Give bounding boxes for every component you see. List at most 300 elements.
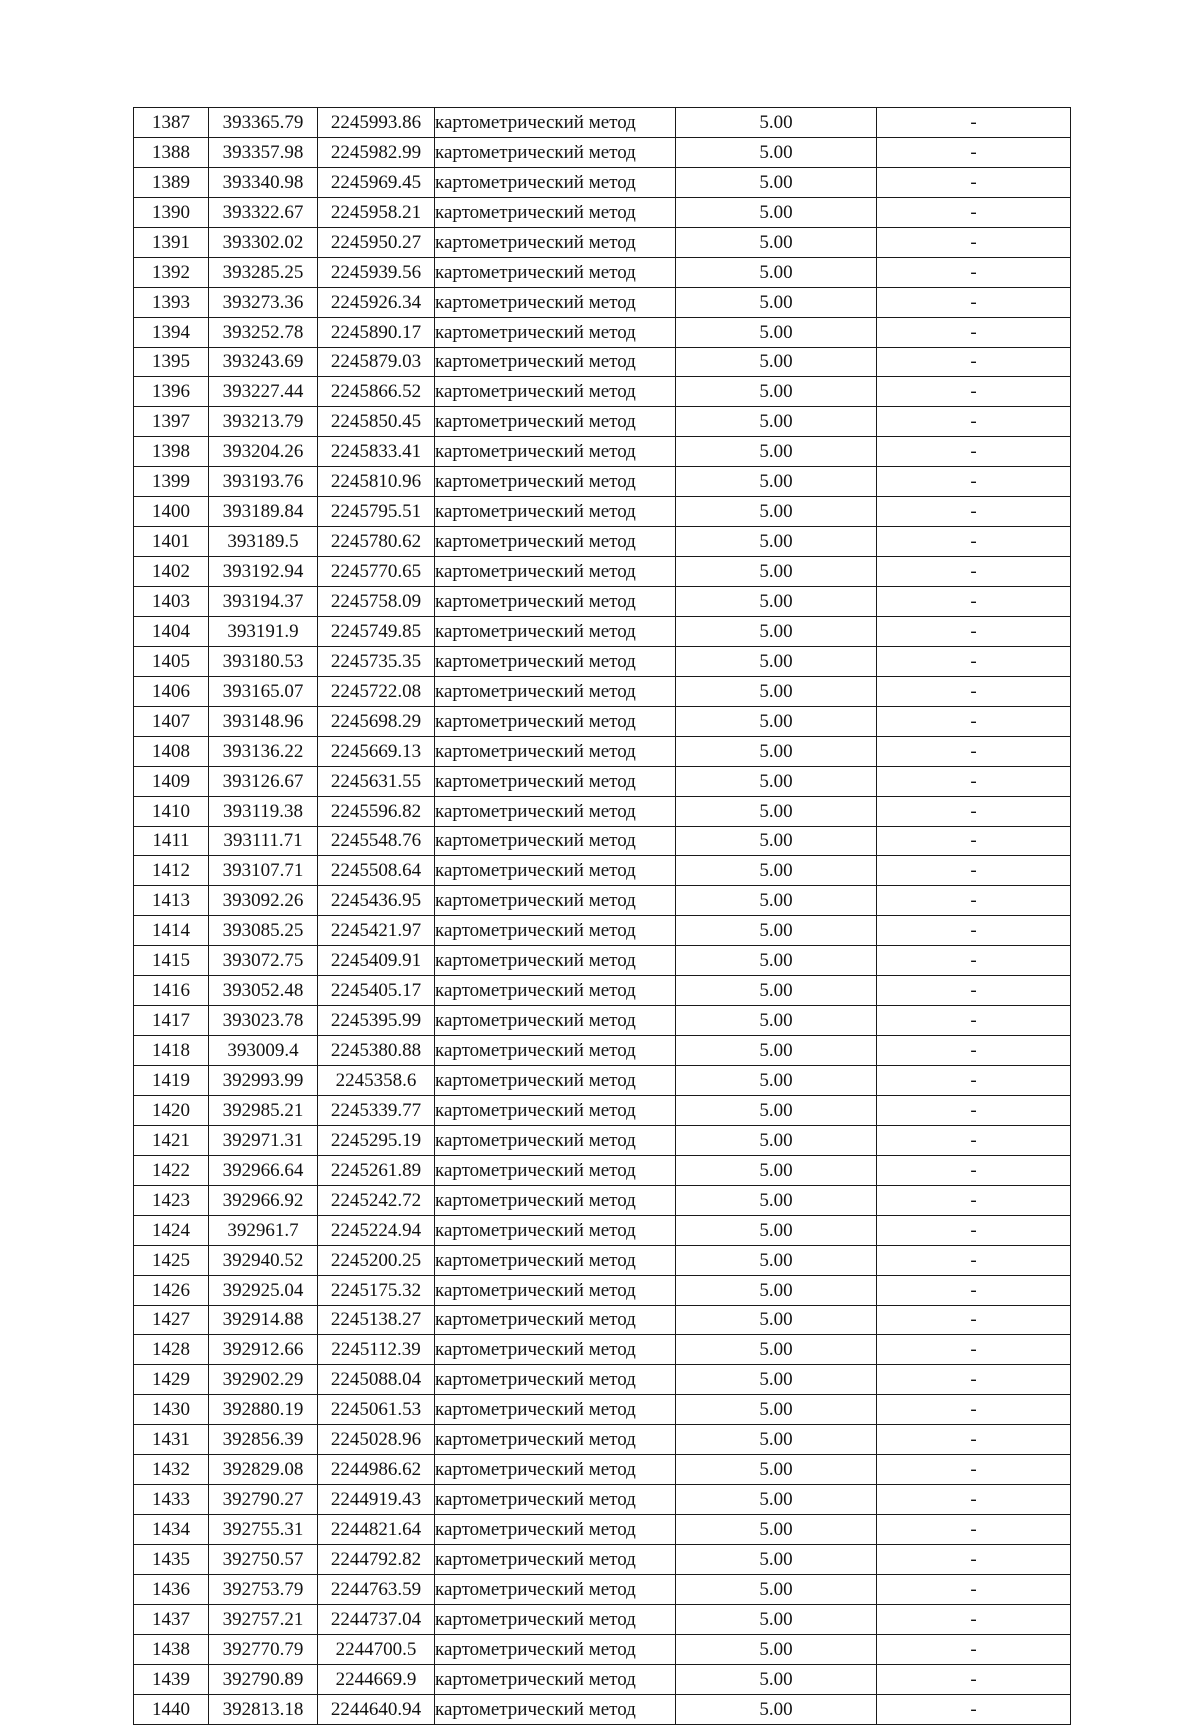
accuracy-cell: 5.00 bbox=[676, 407, 877, 437]
y-coordinate-cell: 2244737.04 bbox=[318, 1604, 435, 1634]
y-coordinate-cell: 2244919.43 bbox=[318, 1485, 435, 1515]
point-number-cell: 1416 bbox=[134, 976, 209, 1006]
description-cell: - bbox=[877, 1245, 1071, 1275]
table-row bbox=[134, 497, 1071, 527]
x-coordinate-cell: 393111.71 bbox=[209, 826, 318, 856]
table-row bbox=[134, 1604, 1071, 1634]
description-cell: - bbox=[877, 527, 1071, 557]
accuracy-cell: 5.00 bbox=[676, 437, 877, 467]
y-coordinate-cell: 2245421.97 bbox=[318, 916, 435, 946]
description-cell: - bbox=[877, 497, 1071, 527]
table-row bbox=[134, 557, 1071, 587]
description-cell: - bbox=[877, 1275, 1071, 1305]
y-coordinate-cell: 2245061.53 bbox=[318, 1395, 435, 1425]
accuracy-cell: 5.00 bbox=[676, 826, 877, 856]
method-cell: картометрический метод bbox=[435, 886, 676, 916]
method-cell: картометрический метод bbox=[435, 347, 676, 377]
point-number-cell: 1430 bbox=[134, 1395, 209, 1425]
accuracy-cell: 5.00 bbox=[676, 527, 877, 557]
table-row bbox=[134, 706, 1071, 736]
point-number-cell: 1395 bbox=[134, 347, 209, 377]
table-row bbox=[134, 1335, 1071, 1365]
y-coordinate-cell: 2245200.25 bbox=[318, 1245, 435, 1275]
accuracy-cell: 5.00 bbox=[676, 736, 877, 766]
point-number-cell: 1396 bbox=[134, 377, 209, 407]
table-row bbox=[134, 1095, 1071, 1125]
method-cell: картометрический метод bbox=[435, 1425, 676, 1455]
method-cell: картометрический метод bbox=[435, 1036, 676, 1066]
description-cell: - bbox=[877, 587, 1071, 617]
x-coordinate-cell: 393052.48 bbox=[209, 976, 318, 1006]
y-coordinate-cell: 2245436.95 bbox=[318, 886, 435, 916]
table-row bbox=[134, 1245, 1071, 1275]
point-number-cell: 1439 bbox=[134, 1664, 209, 1694]
method-cell: картометрический метод bbox=[435, 796, 676, 826]
table-row bbox=[134, 377, 1071, 407]
accuracy-cell: 5.00 bbox=[676, 1185, 877, 1215]
method-cell: картометрический метод bbox=[435, 167, 676, 197]
table-row bbox=[134, 1275, 1071, 1305]
y-coordinate-cell: 2245780.62 bbox=[318, 527, 435, 557]
method-cell: картометрический метод bbox=[435, 646, 676, 676]
accuracy-cell: 5.00 bbox=[676, 1455, 877, 1485]
y-coordinate-cell: 2245795.51 bbox=[318, 497, 435, 527]
method-cell: картометрический метод bbox=[435, 1185, 676, 1215]
method-cell: картометрический метод bbox=[435, 946, 676, 976]
y-coordinate-cell: 2245770.65 bbox=[318, 557, 435, 587]
x-coordinate-cell: 392966.92 bbox=[209, 1185, 318, 1215]
y-coordinate-cell: 2245890.17 bbox=[318, 317, 435, 347]
accuracy-cell: 5.00 bbox=[676, 616, 877, 646]
table-row bbox=[134, 1305, 1071, 1335]
x-coordinate-cell: 393148.96 bbox=[209, 706, 318, 736]
description-cell: - bbox=[877, 796, 1071, 826]
description-cell: - bbox=[877, 317, 1071, 347]
point-number-cell: 1434 bbox=[134, 1515, 209, 1545]
y-coordinate-cell: 2245982.99 bbox=[318, 137, 435, 167]
x-coordinate-cell: 393273.36 bbox=[209, 287, 318, 317]
y-coordinate-cell: 2245596.82 bbox=[318, 796, 435, 826]
table-row bbox=[134, 1425, 1071, 1455]
description-cell: - bbox=[877, 557, 1071, 587]
method-cell: картометрический метод bbox=[435, 1604, 676, 1634]
table-row bbox=[134, 527, 1071, 557]
method-cell: картометрический метод bbox=[435, 1485, 676, 1515]
accuracy-cell: 5.00 bbox=[676, 1574, 877, 1604]
x-coordinate-cell: 392971.31 bbox=[209, 1125, 318, 1155]
description-cell: - bbox=[877, 976, 1071, 1006]
point-number-cell: 1387 bbox=[134, 108, 209, 138]
x-coordinate-cell: 392770.79 bbox=[209, 1634, 318, 1664]
table-row bbox=[134, 976, 1071, 1006]
point-number-cell: 1403 bbox=[134, 587, 209, 617]
table-row bbox=[134, 916, 1071, 946]
accuracy-cell: 5.00 bbox=[676, 557, 877, 587]
point-number-cell: 1417 bbox=[134, 1006, 209, 1036]
y-coordinate-cell: 2245295.19 bbox=[318, 1125, 435, 1155]
table-row bbox=[134, 1515, 1071, 1545]
description-cell: - bbox=[877, 227, 1071, 257]
accuracy-cell: 5.00 bbox=[676, 377, 877, 407]
point-number-cell: 1425 bbox=[134, 1245, 209, 1275]
method-cell: картометрический метод bbox=[435, 108, 676, 138]
description-cell: - bbox=[877, 1125, 1071, 1155]
point-number-cell: 1415 bbox=[134, 946, 209, 976]
x-coordinate-cell: 393340.98 bbox=[209, 167, 318, 197]
accuracy-cell: 5.00 bbox=[676, 1425, 877, 1455]
method-cell: картометрический метод bbox=[435, 1245, 676, 1275]
x-coordinate-cell: 392993.99 bbox=[209, 1066, 318, 1096]
accuracy-cell: 5.00 bbox=[676, 976, 877, 1006]
accuracy-cell: 5.00 bbox=[676, 1036, 877, 1066]
method-cell: картометрический метод bbox=[435, 137, 676, 167]
y-coordinate-cell: 2245958.21 bbox=[318, 197, 435, 227]
accuracy-cell: 5.00 bbox=[676, 197, 877, 227]
method-cell: картометрический метод bbox=[435, 1395, 676, 1425]
accuracy-cell: 5.00 bbox=[676, 1664, 877, 1694]
x-coordinate-cell: 392902.29 bbox=[209, 1365, 318, 1395]
y-coordinate-cell: 2245112.39 bbox=[318, 1335, 435, 1365]
description-cell: - bbox=[877, 1634, 1071, 1664]
description-cell: - bbox=[877, 1515, 1071, 1545]
point-number-cell: 1406 bbox=[134, 676, 209, 706]
y-coordinate-cell: 2244700.5 bbox=[318, 1634, 435, 1664]
table-row bbox=[134, 257, 1071, 287]
y-coordinate-cell: 2245735.35 bbox=[318, 646, 435, 676]
method-cell: картометрический метод bbox=[435, 197, 676, 227]
table-row bbox=[134, 1395, 1071, 1425]
description-cell: - bbox=[877, 1185, 1071, 1215]
table-row bbox=[134, 1455, 1071, 1485]
y-coordinate-cell: 2245631.55 bbox=[318, 766, 435, 796]
point-number-cell: 1440 bbox=[134, 1694, 209, 1724]
table-row bbox=[134, 1574, 1071, 1604]
description-cell: - bbox=[877, 1694, 1071, 1724]
y-coordinate-cell: 2245939.56 bbox=[318, 257, 435, 287]
point-number-cell: 1410 bbox=[134, 796, 209, 826]
method-cell: картометрический метод bbox=[435, 676, 676, 706]
accuracy-cell: 5.00 bbox=[676, 1335, 877, 1365]
x-coordinate-cell: 393126.67 bbox=[209, 766, 318, 796]
point-number-cell: 1424 bbox=[134, 1215, 209, 1245]
point-number-cell: 1398 bbox=[134, 437, 209, 467]
table-row bbox=[134, 317, 1071, 347]
point-number-cell: 1404 bbox=[134, 616, 209, 646]
point-number-cell: 1400 bbox=[134, 497, 209, 527]
accuracy-cell: 5.00 bbox=[676, 1634, 877, 1664]
point-number-cell: 1412 bbox=[134, 856, 209, 886]
method-cell: картометрический метод bbox=[435, 1545, 676, 1575]
y-coordinate-cell: 2245758.09 bbox=[318, 587, 435, 617]
method-cell: картометрический метод bbox=[435, 856, 676, 886]
table-row bbox=[134, 1545, 1071, 1575]
description-cell: - bbox=[877, 1425, 1071, 1455]
accuracy-cell: 5.00 bbox=[676, 766, 877, 796]
point-number-cell: 1438 bbox=[134, 1634, 209, 1664]
point-number-cell: 1421 bbox=[134, 1125, 209, 1155]
table-row bbox=[134, 1485, 1071, 1515]
coordinates-table-body bbox=[134, 108, 1071, 1725]
coordinates-table bbox=[133, 107, 1071, 1725]
point-number-cell: 1419 bbox=[134, 1066, 209, 1096]
x-coordinate-cell: 393009.4 bbox=[209, 1036, 318, 1066]
description-cell: - bbox=[877, 167, 1071, 197]
method-cell: картометрический метод bbox=[435, 257, 676, 287]
y-coordinate-cell: 2245028.96 bbox=[318, 1425, 435, 1455]
x-coordinate-cell: 393092.26 bbox=[209, 886, 318, 916]
x-coordinate-cell: 393136.22 bbox=[209, 736, 318, 766]
description-cell: - bbox=[877, 1574, 1071, 1604]
x-coordinate-cell: 392790.27 bbox=[209, 1485, 318, 1515]
point-number-cell: 1423 bbox=[134, 1185, 209, 1215]
description-cell: - bbox=[877, 287, 1071, 317]
description-cell: - bbox=[877, 1006, 1071, 1036]
x-coordinate-cell: 392985.21 bbox=[209, 1095, 318, 1125]
accuracy-cell: 5.00 bbox=[676, 167, 877, 197]
point-number-cell: 1428 bbox=[134, 1335, 209, 1365]
y-coordinate-cell: 2244986.62 bbox=[318, 1455, 435, 1485]
method-cell: картометрический метод bbox=[435, 1664, 676, 1694]
description-cell: - bbox=[877, 706, 1071, 736]
x-coordinate-cell: 393193.76 bbox=[209, 467, 318, 497]
point-number-cell: 1389 bbox=[134, 167, 209, 197]
y-coordinate-cell: 2245548.76 bbox=[318, 826, 435, 856]
description-cell: - bbox=[877, 1545, 1071, 1575]
description-cell: - bbox=[877, 1664, 1071, 1694]
point-number-cell: 1433 bbox=[134, 1485, 209, 1515]
x-coordinate-cell: 393204.26 bbox=[209, 437, 318, 467]
accuracy-cell: 5.00 bbox=[676, 1515, 877, 1545]
description-cell: - bbox=[877, 197, 1071, 227]
method-cell: картометрический метод bbox=[435, 766, 676, 796]
accuracy-cell: 5.00 bbox=[676, 108, 877, 138]
y-coordinate-cell: 2245224.94 bbox=[318, 1215, 435, 1245]
accuracy-cell: 5.00 bbox=[676, 1604, 877, 1634]
table-row bbox=[134, 407, 1071, 437]
accuracy-cell: 5.00 bbox=[676, 1245, 877, 1275]
description-cell: - bbox=[877, 1455, 1071, 1485]
x-coordinate-cell: 393119.38 bbox=[209, 796, 318, 826]
description-cell: - bbox=[877, 1066, 1071, 1096]
point-number-cell: 1436 bbox=[134, 1574, 209, 1604]
y-coordinate-cell: 2245866.52 bbox=[318, 377, 435, 407]
method-cell: картометрический метод bbox=[435, 1305, 676, 1335]
method-cell: картометрический метод bbox=[435, 1335, 676, 1365]
method-cell: картометрический метод bbox=[435, 1125, 676, 1155]
point-number-cell: 1401 bbox=[134, 527, 209, 557]
point-number-cell: 1431 bbox=[134, 1425, 209, 1455]
x-coordinate-cell: 393072.75 bbox=[209, 946, 318, 976]
x-coordinate-cell: 392856.39 bbox=[209, 1425, 318, 1455]
point-number-cell: 1432 bbox=[134, 1455, 209, 1485]
x-coordinate-cell: 392829.08 bbox=[209, 1455, 318, 1485]
method-cell: картометрический метод bbox=[435, 407, 676, 437]
point-number-cell: 1435 bbox=[134, 1545, 209, 1575]
table-row bbox=[134, 437, 1071, 467]
x-coordinate-cell: 393192.94 bbox=[209, 557, 318, 587]
accuracy-cell: 5.00 bbox=[676, 1006, 877, 1036]
table-row bbox=[134, 587, 1071, 617]
table-row bbox=[134, 108, 1071, 138]
point-number-cell: 1405 bbox=[134, 646, 209, 676]
description-cell: - bbox=[877, 257, 1071, 287]
x-coordinate-cell: 393085.25 bbox=[209, 916, 318, 946]
y-coordinate-cell: 2245879.03 bbox=[318, 347, 435, 377]
table-row bbox=[134, 646, 1071, 676]
point-number-cell: 1414 bbox=[134, 916, 209, 946]
accuracy-cell: 5.00 bbox=[676, 706, 877, 736]
point-number-cell: 1420 bbox=[134, 1095, 209, 1125]
y-coordinate-cell: 2245993.86 bbox=[318, 108, 435, 138]
y-coordinate-cell: 2245175.32 bbox=[318, 1275, 435, 1305]
x-coordinate-cell: 393285.25 bbox=[209, 257, 318, 287]
description-cell: - bbox=[877, 1485, 1071, 1515]
table-row bbox=[134, 946, 1071, 976]
x-coordinate-cell: 392790.89 bbox=[209, 1664, 318, 1694]
method-cell: картометрический метод bbox=[435, 587, 676, 617]
description-cell: - bbox=[877, 467, 1071, 497]
accuracy-cell: 5.00 bbox=[676, 886, 877, 916]
y-coordinate-cell: 2245669.13 bbox=[318, 736, 435, 766]
accuracy-cell: 5.00 bbox=[676, 287, 877, 317]
description-cell: - bbox=[877, 616, 1071, 646]
accuracy-cell: 5.00 bbox=[676, 1095, 877, 1125]
x-coordinate-cell: 392750.57 bbox=[209, 1545, 318, 1575]
table-row bbox=[134, 1215, 1071, 1245]
method-cell: картометрический метод bbox=[435, 616, 676, 646]
point-number-cell: 1399 bbox=[134, 467, 209, 497]
method-cell: картометрический метод bbox=[435, 437, 676, 467]
point-number-cell: 1429 bbox=[134, 1365, 209, 1395]
accuracy-cell: 5.00 bbox=[676, 1545, 877, 1575]
x-coordinate-cell: 393180.53 bbox=[209, 646, 318, 676]
method-cell: картометрический метод bbox=[435, 1095, 676, 1125]
table-row bbox=[134, 826, 1071, 856]
description-cell: - bbox=[877, 1395, 1071, 1425]
method-cell: картометрический метод bbox=[435, 527, 676, 557]
y-coordinate-cell: 2245810.96 bbox=[318, 467, 435, 497]
y-coordinate-cell: 2245850.45 bbox=[318, 407, 435, 437]
x-coordinate-cell: 393357.98 bbox=[209, 137, 318, 167]
method-cell: картометрический метод bbox=[435, 916, 676, 946]
y-coordinate-cell: 2245749.85 bbox=[318, 616, 435, 646]
method-cell: картометрический метод bbox=[435, 1155, 676, 1185]
table-row bbox=[134, 886, 1071, 916]
accuracy-cell: 5.00 bbox=[676, 1365, 877, 1395]
accuracy-cell: 5.00 bbox=[676, 1215, 877, 1245]
accuracy-cell: 5.00 bbox=[676, 347, 877, 377]
table-row bbox=[134, 1006, 1071, 1036]
x-coordinate-cell: 392912.66 bbox=[209, 1335, 318, 1365]
y-coordinate-cell: 2244763.59 bbox=[318, 1574, 435, 1604]
x-coordinate-cell: 393023.78 bbox=[209, 1006, 318, 1036]
y-coordinate-cell: 2245950.27 bbox=[318, 227, 435, 257]
method-cell: картометрический метод bbox=[435, 1215, 676, 1245]
accuracy-cell: 5.00 bbox=[676, 916, 877, 946]
y-coordinate-cell: 2245508.64 bbox=[318, 856, 435, 886]
table-row bbox=[134, 766, 1071, 796]
point-number-cell: 1411 bbox=[134, 826, 209, 856]
table-row bbox=[134, 1664, 1071, 1694]
accuracy-cell: 5.00 bbox=[676, 1066, 877, 1096]
accuracy-cell: 5.00 bbox=[676, 1155, 877, 1185]
accuracy-cell: 5.00 bbox=[676, 257, 877, 287]
point-number-cell: 1413 bbox=[134, 886, 209, 916]
method-cell: картометрический метод bbox=[435, 497, 676, 527]
table-row bbox=[134, 736, 1071, 766]
y-coordinate-cell: 2244669.9 bbox=[318, 1664, 435, 1694]
method-cell: картометрический метод bbox=[435, 377, 676, 407]
table-row bbox=[134, 676, 1071, 706]
accuracy-cell: 5.00 bbox=[676, 137, 877, 167]
y-coordinate-cell: 2244821.64 bbox=[318, 1515, 435, 1545]
accuracy-cell: 5.00 bbox=[676, 1694, 877, 1724]
method-cell: картометрический метод bbox=[435, 1006, 676, 1036]
description-cell: - bbox=[877, 1365, 1071, 1395]
description-cell: - bbox=[877, 1604, 1071, 1634]
y-coordinate-cell: 2245926.34 bbox=[318, 287, 435, 317]
y-coordinate-cell: 2244792.82 bbox=[318, 1545, 435, 1575]
x-coordinate-cell: 393191.9 bbox=[209, 616, 318, 646]
point-number-cell: 1397 bbox=[134, 407, 209, 437]
description-cell: - bbox=[877, 946, 1071, 976]
y-coordinate-cell: 2245409.91 bbox=[318, 946, 435, 976]
description-cell: - bbox=[877, 1155, 1071, 1185]
description-cell: - bbox=[877, 826, 1071, 856]
description-cell: - bbox=[877, 437, 1071, 467]
x-coordinate-cell: 392757.21 bbox=[209, 1604, 318, 1634]
table-row bbox=[134, 1634, 1071, 1664]
description-cell: - bbox=[877, 856, 1071, 886]
method-cell: картометрический метод bbox=[435, 1515, 676, 1545]
description-cell: - bbox=[877, 108, 1071, 138]
point-number-cell: 1418 bbox=[134, 1036, 209, 1066]
x-coordinate-cell: 392753.79 bbox=[209, 1574, 318, 1604]
description-cell: - bbox=[877, 886, 1071, 916]
accuracy-cell: 5.00 bbox=[676, 1395, 877, 1425]
method-cell: картометрический метод bbox=[435, 1275, 676, 1305]
x-coordinate-cell: 392914.88 bbox=[209, 1305, 318, 1335]
table-row bbox=[134, 1185, 1071, 1215]
x-coordinate-cell: 393302.02 bbox=[209, 227, 318, 257]
accuracy-cell: 5.00 bbox=[676, 317, 877, 347]
method-cell: картометрический метод bbox=[435, 736, 676, 766]
method-cell: картометрический метод bbox=[435, 1694, 676, 1724]
y-coordinate-cell: 2244640.94 bbox=[318, 1694, 435, 1724]
y-coordinate-cell: 2245242.72 bbox=[318, 1185, 435, 1215]
y-coordinate-cell: 2245138.27 bbox=[318, 1305, 435, 1335]
description-cell: - bbox=[877, 1095, 1071, 1125]
accuracy-cell: 5.00 bbox=[676, 856, 877, 886]
point-number-cell: 1437 bbox=[134, 1604, 209, 1634]
description-cell: - bbox=[877, 916, 1071, 946]
y-coordinate-cell: 2245380.88 bbox=[318, 1036, 435, 1066]
x-coordinate-cell: 392755.31 bbox=[209, 1515, 318, 1545]
x-coordinate-cell: 393107.71 bbox=[209, 856, 318, 886]
x-coordinate-cell: 392813.18 bbox=[209, 1694, 318, 1724]
accuracy-cell: 5.00 bbox=[676, 676, 877, 706]
method-cell: картометрический метод bbox=[435, 1455, 676, 1485]
table-row bbox=[134, 1125, 1071, 1155]
accuracy-cell: 5.00 bbox=[676, 796, 877, 826]
method-cell: картометрический метод bbox=[435, 557, 676, 587]
x-coordinate-cell: 392925.04 bbox=[209, 1275, 318, 1305]
table-row bbox=[134, 796, 1071, 826]
point-number-cell: 1391 bbox=[134, 227, 209, 257]
table-row bbox=[134, 1694, 1071, 1724]
x-coordinate-cell: 392961.7 bbox=[209, 1215, 318, 1245]
accuracy-cell: 5.00 bbox=[676, 227, 877, 257]
